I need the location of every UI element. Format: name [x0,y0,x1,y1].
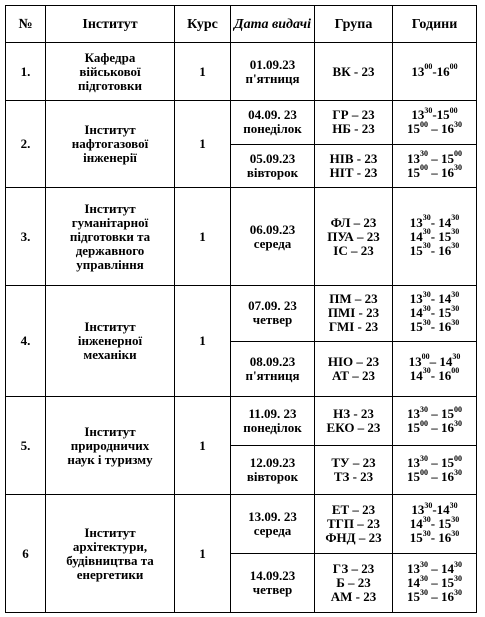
time-range [409,241,460,258]
end-minutes: 30 [451,303,460,313]
end-minutes: 30 [454,418,462,428]
end-hour: -14 [432,502,450,517]
weekday: середа [253,523,292,538]
groups-subcell [315,445,392,494]
date-subcell [231,101,314,144]
start-hour: 14 [407,575,420,590]
date-cell [231,101,315,188]
institute-lines [46,320,174,362]
end-minutes: 30 [454,573,462,583]
institute-line: нафтогазової [71,136,149,151]
issue-date: 08.09.23 [249,353,296,369]
start-hour: 13 [407,406,420,421]
time-range [407,119,462,137]
issue-date: 13.09. 23 [248,509,297,524]
groups-cell [315,495,393,613]
date-subcells [231,397,314,494]
start-hour: 15 [407,121,420,137]
institute-lines [46,123,174,165]
course-number: 1 [175,495,231,613]
header-institute: Інститут [46,6,175,43]
weekday: п'ятниця [245,367,300,383]
start-minutes: 00 [424,62,433,72]
end-minutes: 30 [454,587,462,597]
time-range [407,163,462,180]
start-minutes: 30 [422,514,431,524]
end-minutes: 00 [449,105,458,115]
weekday: п'ятниця [245,70,300,86]
hours-subcells [393,188,476,285]
start-minutes: 00 [420,119,428,129]
date-cell [231,286,315,397]
table-row [6,101,477,188]
start-hour: 14 [409,228,423,244]
date-subcell [231,397,314,445]
end-hour: – 16 [428,164,454,180]
groups-subcell [315,341,392,397]
group-code: ТЗ - 23 [333,469,374,484]
groups-subcell [315,144,392,188]
schedule-table [5,5,477,613]
start-hour: 13 [409,214,423,230]
end-hour: - 16 [430,367,452,383]
hours-subcell [393,341,476,397]
start-minutes: 00 [421,352,430,362]
hours-subcell [393,553,476,612]
start-hour: 15 [409,319,423,335]
end-hour: – 15 [428,150,454,166]
institute-line: інженерії [83,150,137,165]
time-range [409,366,460,383]
weekday: вівторок [246,469,299,484]
start-minutes: 30 [422,213,431,223]
group-code: НІВ - 23 [329,150,378,166]
time-range [409,317,460,335]
institute-line: Кафедра [84,49,136,65]
date-cell [231,397,315,495]
start-hour: 13 [407,150,420,166]
institute-line: наук і туризму [67,451,153,467]
institute-line: енергетики [76,566,144,582]
institute-lines [46,526,174,582]
end-minutes: 30 [451,317,460,327]
end-minutes: 00 [454,404,462,414]
end-hour: -15 [432,107,450,123]
time-range [407,418,462,435]
table-row [6,495,477,613]
group-code: ФЛ – 23 [330,214,377,230]
group-code: Б – 23 [336,575,371,590]
table-row [6,397,477,495]
date-subcells [231,101,314,187]
groups-subcell [315,286,392,341]
group-code: НІТ - 23 [329,164,378,180]
end-hour: – 16 [428,121,454,137]
end-minutes: 00 [449,62,458,72]
start-minutes: 00 [420,163,428,173]
start-minutes: 00 [420,418,428,428]
weekday: середа [253,235,292,251]
start-hour: 15 [407,420,420,435]
hours-subcells [393,495,476,612]
groups-subcells [315,286,392,396]
date-cell [231,188,315,286]
start-minutes: 30 [422,303,431,313]
header-row [6,6,477,43]
group-code: ВК - 23 [332,63,375,79]
institute-line: підготовки [78,77,142,93]
institute-name [46,101,175,188]
end-hour: – 14 [428,561,454,576]
date-subcell [231,188,314,285]
table-row [6,43,477,101]
end-hour: – 14 [429,353,453,369]
end-hour: - 16 [430,530,452,545]
start-minutes: 30 [420,453,428,463]
header-group: Група [315,6,393,43]
table-row [6,188,477,286]
header-num: № [6,6,46,43]
groups-subcells [315,188,392,285]
hours-subcell [393,445,476,494]
start-hour: 13 [407,455,420,470]
start-hour: 13 [409,291,423,307]
institute-line: гуманітарної [71,214,149,230]
date-subcells [231,286,314,396]
header-date: Дата видачі [231,6,315,43]
hours-cell [393,101,477,188]
end-hour: – 15 [428,455,454,470]
course-number: 1 [175,286,231,397]
start-minutes: 30 [420,559,428,569]
end-hour: - 15 [430,305,452,321]
groups-cell [315,188,393,286]
date-subcells [231,495,314,612]
hours-cell [393,43,477,101]
group-code: ПМІ - 23 [327,305,380,321]
group-code: ЕТ – 23 [331,502,376,517]
group-code: ТУ – 23 [331,455,376,470]
issue-date: 04.09. 23 [248,107,297,123]
start-minutes: 30 [422,317,431,327]
group-code: ПМ – 23 [329,291,378,307]
group-code: АТ – 23 [332,367,375,383]
hours-subcells [393,397,476,494]
start-hour: 13 [407,561,420,576]
end-hour: - 15 [430,516,452,531]
institute-line: військової [79,63,141,79]
row-number: 3. [6,188,46,286]
start-minutes: 30 [420,573,428,583]
group-code: ІС – 23 [333,242,374,258]
start-hour: 15 [407,589,420,604]
course-number: 1 [175,43,231,101]
end-hour: - 14 [430,214,452,230]
institute-line: державного [75,242,145,258]
start-hour: 15 [409,242,423,258]
group-code: ТГП – 23 [326,516,381,531]
group-code: ГМІ - 23 [328,319,379,335]
start-hour: 15 [407,164,420,180]
group-code: ГЗ – 23 [332,561,375,576]
group-code: ФНД – 23 [325,530,382,545]
groups-subcells [315,397,392,494]
institute-line: Інститут [84,319,136,334]
end-hour: – 15 [428,575,454,590]
groups-cell [315,101,393,188]
weekday: четвер [252,312,293,328]
hours-subcell [393,286,476,341]
institute-line: Інститут [84,423,136,439]
groups-subcell [315,43,392,100]
end-hour: -16 [432,63,450,79]
start-minutes: 30 [422,241,431,251]
weekday: вівторок [246,164,299,180]
date-subcell [231,341,314,397]
hours-subcell [393,43,476,100]
date-subcells [231,43,314,100]
issue-date: 05.09.23 [249,150,296,166]
end-minutes: 30 [454,559,462,569]
course-number: 1 [175,397,231,495]
issue-date: 12.09.23 [249,455,296,470]
hours-subcell [393,188,476,285]
institute-name [46,286,175,397]
end-minutes: 30 [451,227,460,237]
groups-cell [315,43,393,101]
row-number: 6 [6,495,46,613]
weekday: понеділок [243,420,302,435]
end-hour: – 16 [428,589,454,604]
start-minutes: 30 [422,528,431,538]
start-hour: 13 [411,63,425,79]
end-minutes: 30 [451,241,460,251]
start-hour: 13 [408,353,422,369]
end-hour: - 14 [430,291,452,307]
start-hour: 14 [409,305,423,321]
schedule-body [6,43,477,613]
hours-subcells [393,43,476,100]
start-minutes: 30 [422,366,431,376]
issue-date: 01.09.23 [249,56,296,72]
table-row [6,286,477,397]
issue-date: 11.09. 23 [248,406,297,421]
end-minutes: 30 [452,352,461,362]
institute-line: Інститут [84,524,136,540]
end-hour: – 16 [428,469,454,484]
start-hour: 15 [407,469,420,484]
end-minutes: 30 [454,119,462,129]
hours-cell [393,397,477,495]
groups-subcell [315,553,392,612]
hours-cell [393,286,477,397]
end-minutes: 30 [454,467,462,477]
end-minutes: 30 [451,514,460,524]
institute-line: управління [76,256,144,272]
hours-cell [393,188,477,286]
start-hour: 14 [409,367,423,383]
start-minutes: 00 [420,467,428,477]
groups-subcells [315,43,392,100]
issue-date: 07.09. 23 [248,298,297,314]
end-minutes: 00 [454,453,462,463]
row-number: 2. [6,101,46,188]
groups-subcell [315,397,392,445]
institute-name [46,397,175,495]
groups-subcell [315,495,392,553]
course-number: 1 [175,188,231,286]
institute-line: Інститут [84,122,136,137]
start-minutes: 30 [422,289,431,299]
institute-line: природничих [70,437,150,453]
header-course: Курс [175,6,231,43]
date-subcell [231,286,314,341]
start-minutes: 30 [424,500,433,510]
hours-subcell [393,101,476,144]
group-code: НІО – 23 [327,353,380,369]
institute-name [46,495,175,613]
end-hour: - 16 [430,242,452,258]
start-minutes: 30 [420,149,428,159]
issue-date: 06.09.23 [249,221,296,237]
start-minutes: 30 [420,587,428,597]
weekday: четвер [252,582,293,597]
group-code: ПУА – 23 [327,228,380,244]
date-subcell [231,553,314,612]
start-minutes: 30 [420,404,428,414]
institute-line: Інститут [84,200,136,216]
row-number: 5. [6,397,46,495]
groups-subcells [315,495,392,612]
date-cell [231,43,315,101]
hours-cell [393,495,477,613]
groups-cell [315,397,393,495]
groups-subcell [315,101,392,144]
groups-cell [315,286,393,397]
start-hour: 13 [411,502,425,517]
institute-name [46,188,175,286]
end-minutes: 30 [449,500,458,510]
start-hour: 14 [409,516,423,531]
start-hour: 13 [411,107,425,123]
start-minutes: 30 [422,227,431,237]
end-hour: - 15 [430,228,452,244]
date-subcell [231,495,314,553]
row-number: 4. [6,286,46,397]
institute-line: будівництва та [66,552,154,568]
institute-line: підготовки та [69,228,151,244]
date-subcell [231,445,314,494]
time-range [409,528,460,545]
hours-subcell [393,397,476,445]
hours-subcells [393,101,476,187]
institute-line: інженерної [77,333,143,348]
end-minutes: 30 [451,528,460,538]
group-code: АМ - 23 [330,589,377,604]
group-code: НБ - 23 [332,121,375,137]
institute-name [46,43,175,101]
institute-lines [46,425,174,467]
time-range [407,467,462,484]
row-number: 1. [6,43,46,101]
time-range [407,587,462,604]
weekday: понеділок [243,121,302,137]
end-minutes: 30 [454,163,462,173]
group-code: НЗ - 23 [333,406,374,421]
date-subcells [231,188,314,285]
institute-lines [46,202,174,272]
end-hour: – 15 [428,406,454,421]
groups-subcell [315,188,392,285]
hours-subcell [393,495,476,553]
end-hour: - 16 [430,319,452,335]
end-minutes: 30 [451,213,460,223]
date-subcell [231,43,314,100]
end-minutes: 00 [454,149,462,159]
header-hours: Години [393,6,477,43]
group-code: ГР – 23 [332,107,375,123]
start-hour: 15 [409,530,423,545]
end-minutes: 30 [451,289,460,299]
date-cell [231,495,315,613]
issue-date: 14.09.23 [249,568,296,583]
start-minutes: 30 [424,105,433,115]
institute-line: механіки [83,347,137,362]
time-range [411,105,458,123]
date-subcell [231,144,314,188]
hours-subcell [393,144,476,188]
end-hour: – 16 [428,420,454,435]
time-range [411,62,458,79]
institute-lines [46,51,174,93]
groups-subcells [315,101,392,187]
end-minutes: 00 [451,366,460,376]
institute-line: архітектури, [72,538,148,554]
hours-subcells [393,286,476,396]
group-code: ЕКО – 23 [326,420,381,435]
course-number: 1 [175,101,231,188]
